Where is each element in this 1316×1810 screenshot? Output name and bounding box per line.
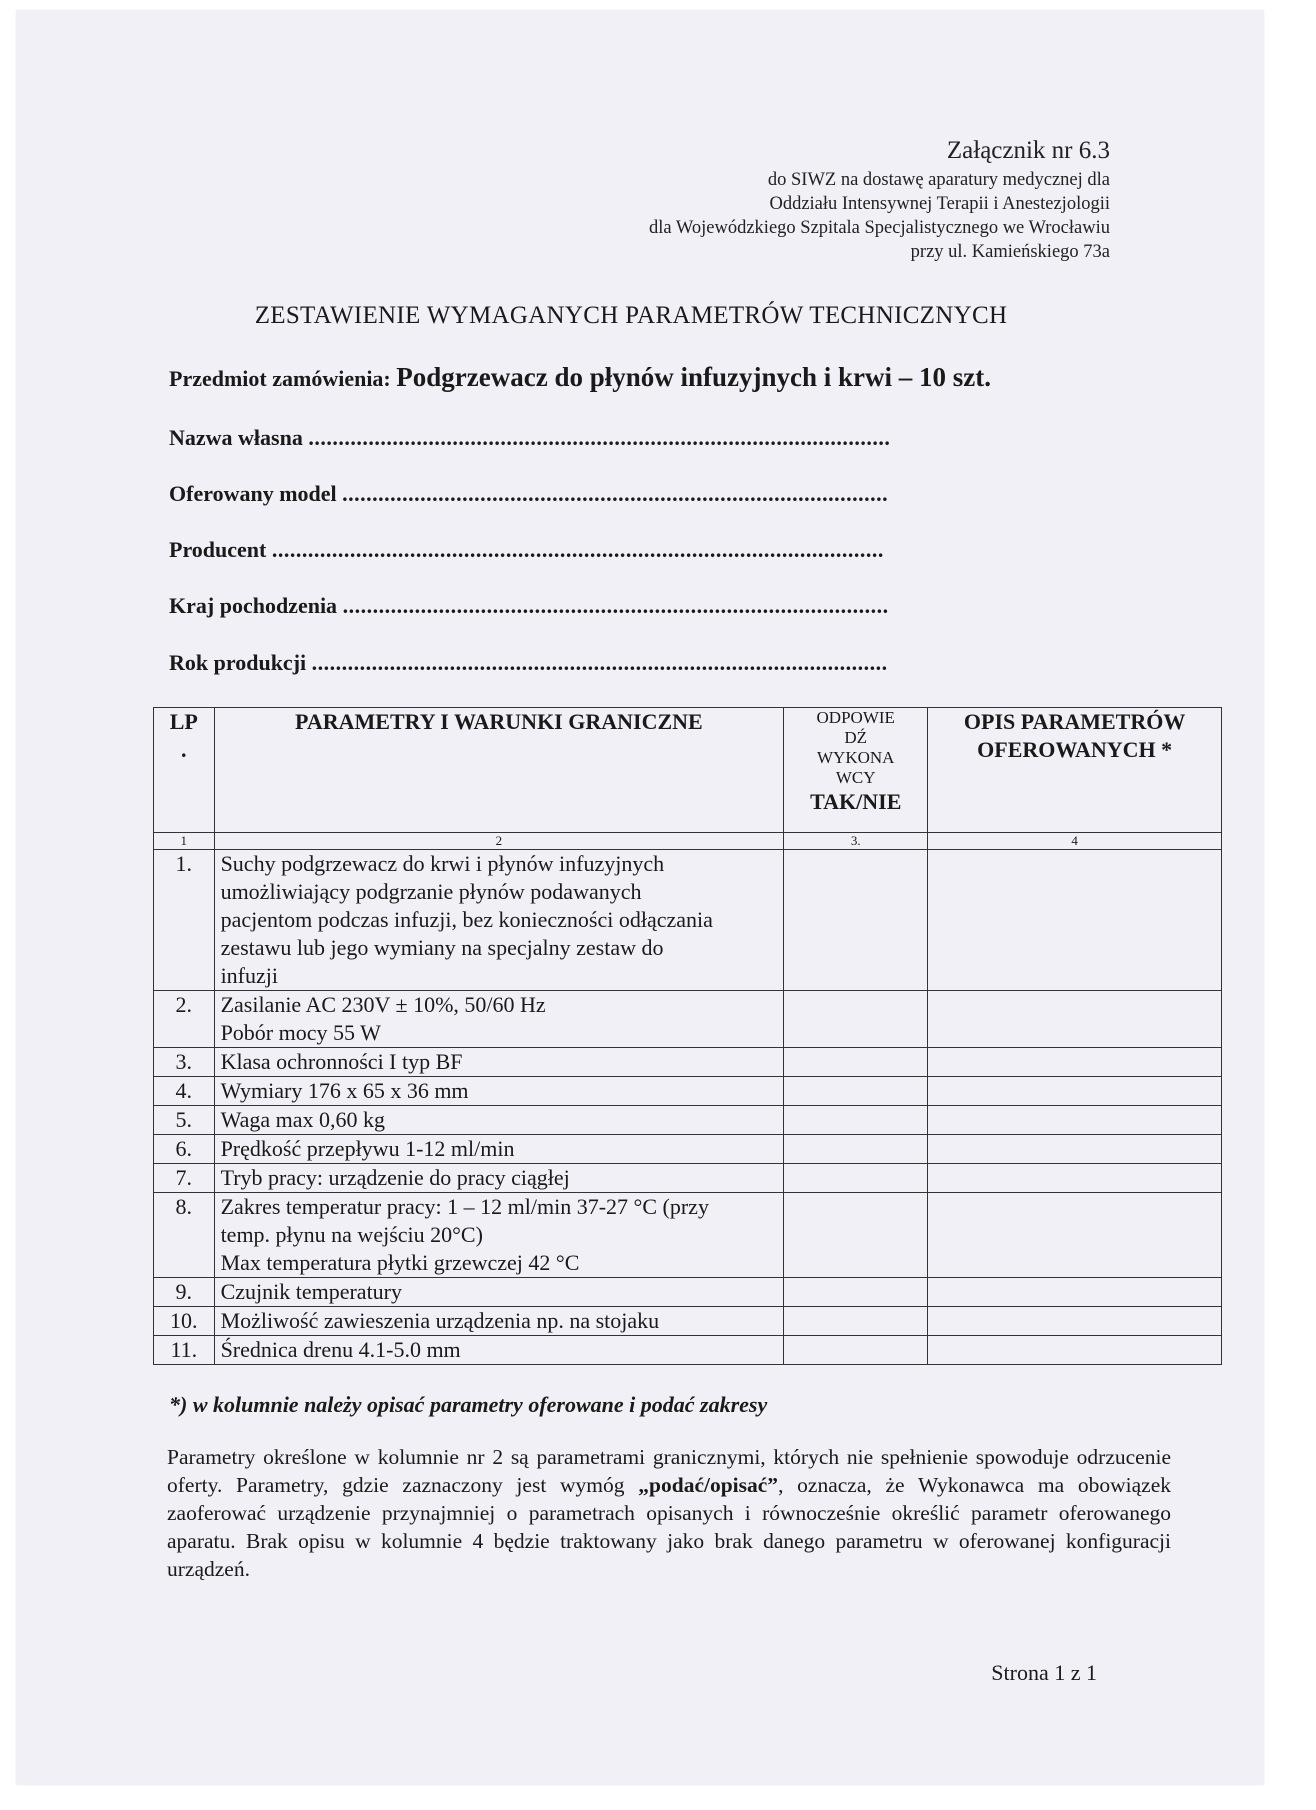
row-parameter: [214, 1278, 784, 1307]
index-cell: 1: [154, 833, 215, 850]
table-row: [154, 850, 1222, 991]
index-cell: 4: [928, 833, 1222, 850]
field-producer: [169, 537, 1109, 563]
field-label: Kraj pochodzenia: [169, 593, 338, 618]
field-model: [169, 481, 1109, 507]
row-description-cell[interactable]: [928, 1106, 1222, 1135]
row-number: 9.: [154, 1278, 215, 1307]
table-row: [154, 1164, 1222, 1193]
attachment-header: [649, 137, 1110, 264]
parameter-line: Możliwość zawieszenia urządzenia np. na stojaku: [220, 1308, 660, 1333]
parameter-line: temp. płynu na wejściu 20°C): [220, 1222, 483, 1247]
table-header-row: [154, 708, 1222, 833]
header-answer-yesno: TAK/NIE: [810, 789, 902, 814]
row-description-cell[interactable]: [928, 1164, 1222, 1193]
row-description-cell[interactable]: [928, 1135, 1222, 1164]
parameter-line: Max temperatura płytki grzewczej 42 °C: [220, 1250, 580, 1275]
row-number: 5.: [154, 1106, 215, 1135]
field-label: Oferowany model: [169, 481, 337, 506]
row-parameter: [214, 1135, 784, 1164]
field-label: Producent: [169, 537, 267, 562]
field-own-name: [169, 425, 1109, 451]
row-parameter: [214, 991, 784, 1048]
row-parameter: [214, 1106, 784, 1135]
row-description-cell[interactable]: [928, 1336, 1222, 1365]
header-lp-text: LP: [169, 709, 198, 734]
attachment-line: Oddziału Intensywnej Terapii i Anestezjologii: [769, 194, 1110, 214]
row-parameter: [214, 1193, 784, 1278]
document-title: ZESTAWIENIE WYMAGANYCH PARAMETRÓW TECHNICZNYCH: [254, 302, 1008, 329]
parameters-table: [153, 707, 1222, 1365]
field-dots: ......................................................................................................: [271, 537, 884, 562]
row-answer-cell[interactable]: [784, 1336, 928, 1365]
table-body: [154, 850, 1222, 1365]
parameter-line: Średnica drenu 4.1-5.0 mm: [220, 1337, 461, 1362]
table-row: [154, 1135, 1222, 1164]
parameter-line: Waga max 0,60 kg: [220, 1107, 385, 1132]
parameter-line: Zakres temperatur pracy: 1 – 12 ml/min 37-27 °C (przy: [220, 1194, 709, 1219]
row-description-cell[interactable]: [928, 1077, 1222, 1106]
header-params: PARAMETRY I WARUNKI GRANICZNE: [214, 708, 784, 833]
parameter-line: Suchy podgrzewacz do krwi i płynów infuzyjnych: [220, 851, 665, 876]
row-number: 11.: [154, 1336, 215, 1365]
row-answer-cell[interactable]: [784, 1135, 928, 1164]
field-dots: ...........................................................................................: [342, 481, 889, 506]
paragraph-bold: „podać/opisać”: [638, 1473, 779, 1497]
row-parameter: [214, 1307, 784, 1336]
row-answer-cell[interactable]: [784, 1164, 928, 1193]
row-answer-cell[interactable]: [784, 1106, 928, 1135]
row-number: 1.: [154, 850, 215, 991]
explanation-paragraph: [167, 1443, 1171, 1583]
field-dots: .................................................................................................: [308, 425, 891, 450]
header-answer-line: WCY: [835, 768, 876, 787]
row-number: 10.: [154, 1307, 215, 1336]
index-cell: 2: [214, 833, 784, 850]
row-answer-cell[interactable]: [784, 991, 928, 1048]
parameter-line: umożliwiający podgrzanie płynów podawanych: [220, 879, 642, 904]
table-row: [154, 1193, 1222, 1278]
field-year: [169, 650, 1109, 676]
field-dots: ................................................................................................: [311, 650, 888, 675]
field-country: [169, 593, 1109, 619]
row-answer-cell[interactable]: [784, 1048, 928, 1077]
parameter-line: Zasilanie AC 230V ± 10%, 50/60 Hz: [220, 992, 546, 1017]
document-page: [16, 10, 1264, 1785]
table-index-row: [154, 833, 1222, 850]
row-description-cell[interactable]: [928, 1048, 1222, 1077]
attachment-line: dla Wojewódzkiego Szpitala Specjalistycznego we Wrocławiu: [649, 218, 1110, 238]
table-row: [154, 1106, 1222, 1135]
order-subject: [169, 362, 991, 393]
header-lp: [154, 708, 215, 833]
field-label: Nazwa własna: [169, 425, 303, 450]
row-parameter: [214, 850, 784, 991]
parameter-line: zestawu lub jego wymiany na specjalny zestaw do: [220, 935, 664, 960]
row-description-cell[interactable]: [928, 991, 1222, 1048]
page-number: Strona 1 z 1: [991, 1660, 1097, 1685]
header-answer-line: WYKONA: [817, 748, 895, 767]
header-lp-dot: .: [181, 737, 187, 762]
table-row: [154, 1077, 1222, 1106]
parameter-line: pacjentom podczas infuzji, bez konieczności odłączania: [220, 907, 713, 932]
parameter-line: Pobór mocy 55 W: [220, 1020, 381, 1045]
row-description-cell[interactable]: [928, 1193, 1222, 1278]
subject-value: Podgrzewacz do płynów infuzyjnych i krwi – 10 szt.: [396, 362, 991, 392]
row-parameter: [214, 1164, 784, 1193]
header-answer-line: DŹ: [844, 728, 868, 747]
footnote: *) w kolumnie należy opisać parametry oferowane i podać zakresy: [169, 1392, 768, 1417]
header-answer: [784, 708, 928, 833]
attachment-line: do SIWZ na dostawę aparatury medycznej dla: [767, 170, 1110, 190]
paragraph-text: Parametry określone w kolumnie nr 2 są parametrami granicznymi, których nie spełnienie spowoduje odrzucenie oferty. Parametry, gdzie zaznaczony jest wymóg: [167, 1445, 1171, 1497]
table-row: [154, 1048, 1222, 1077]
parameter-line: Czujnik temperatury: [220, 1279, 403, 1304]
row-number: 4.: [154, 1077, 215, 1106]
row-description-cell[interactable]: [928, 850, 1222, 991]
field-label: Rok produkcji: [169, 650, 307, 675]
field-dots: ...........................................................................................: [342, 593, 889, 618]
header-answer-line: ODPOWIE: [816, 708, 895, 727]
table-row: [154, 1278, 1222, 1307]
parameter-line: Tryb pracy: urządzenie do pracy ciągłej: [220, 1165, 570, 1190]
row-answer-cell[interactable]: [784, 1193, 928, 1278]
table-row: [154, 1336, 1222, 1365]
parameter-line: Wymiary 176 x 65 x 36 mm: [220, 1078, 469, 1103]
row-number: 8.: [154, 1193, 215, 1278]
row-number: 2.: [154, 991, 215, 1048]
table-row: [154, 1307, 1222, 1336]
parameter-line: Klasa ochronności I typ BF: [220, 1049, 463, 1074]
row-parameter: [214, 1336, 784, 1365]
parameter-line: Prędkość przepływu 1-12 ml/min: [220, 1136, 515, 1161]
header-desc: OPIS PARAMETRÓW OFEROWANYCH *: [928, 708, 1222, 833]
parameter-line: infuzji: [220, 963, 278, 988]
row-number: 6.: [154, 1135, 215, 1164]
row-answer-cell[interactable]: [784, 850, 928, 991]
row-answer-cell[interactable]: [784, 1077, 928, 1106]
row-answer-cell[interactable]: [784, 1307, 928, 1336]
row-parameter: [214, 1048, 784, 1077]
subject-label: Przedmiot zamówienia:: [169, 366, 391, 391]
row-number: 3.: [154, 1048, 215, 1077]
table-row: [154, 991, 1222, 1048]
paragraph-text: , oznacza, że Wykonawca ma obowiązek zaoferować urządzenie przynajmniej o parametrach opisanych i równocześnie określić parametr oferowanego aparatu. Brak opisu w kolumnie 4 będzie traktowany jako brak danego parametru w oferowanej konfiguracji urządzeń.: [167, 1473, 1171, 1581]
row-parameter: [214, 1077, 784, 1106]
index-cell: 3.: [784, 833, 928, 850]
attachment-number: Załącznik nr 6.3: [946, 137, 1110, 164]
row-description-cell[interactable]: [928, 1307, 1222, 1336]
row-answer-cell[interactable]: [784, 1278, 928, 1307]
row-number: 7.: [154, 1164, 215, 1193]
attachment-line: przy ul. Kamieńskiego 73a: [910, 242, 1110, 262]
row-description-cell[interactable]: [928, 1278, 1222, 1307]
